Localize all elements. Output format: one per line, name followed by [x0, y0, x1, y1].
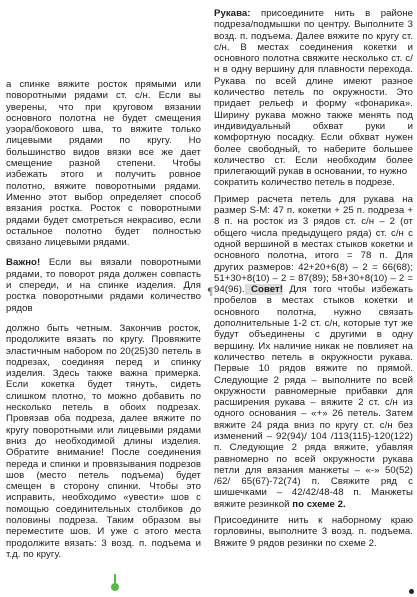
left-paragraph-3 [6, 323, 201, 560]
calculation-paragraph [214, 194, 413, 510]
left-paragraph-1: а спинке вяжите росток прямыми или поворотными рядами ст. с/н. Если вы уверены, что при круговом вязании основного полотна не будет смещения узора/бокового шва, то вяжите только лицевыми рядами по кругу. Но большинство видов вязки все же дает смещение разной степени. Чтобы избежать этого и получить ровное полотно, вяжите поворотными рядами. Именно этот выбор определяет способ вязания ростка. Росток с поворотными рядами будет смотреться некрасиво, если остальное полотно будет полностью связано лицевыми рядами. [6, 79, 201, 249]
neckline-paragraph: Присоедините нить к наборному краю горловины, выполните 3 возд. п. подъема. Вяжите 9 рядов резинки по схеме 2. [214, 515, 413, 549]
left-paragraph-2 [6, 257, 201, 313]
cursor-marker-icon[interactable] [111, 583, 119, 591]
left-paragraph-3-tail: 3 возд. п. подъема и т.д. по кругу. [6, 537, 201, 560]
scheme-reference: по схеме 2. [292, 498, 346, 510]
calculation-text: Пример расчета петель для рукава на размер S-M: 47 п. кокетки + 25 п. подреза + 8 п. на росток из 3 рядов ст. с/н – 2 (от общего числа предыдущего ряда) ст. с/н с одной вершиной в местах стыков кокетки и основного полотна, итого = 78 п. Для других размеров: 42+20+6(8) – 2 = 66(68); 51+30+8(10) – 2 = 87(89); 58+30+8(10) – 2 = 94(96). [214, 193, 413, 296]
left-column [6, 79, 201, 595]
important-label: Важно! [6, 257, 41, 269]
advice-label: Совет! [244, 284, 284, 296]
advice-text: Для того чтобы избежать пробелов в местах стыков кокетки и основного полотна, нужно связать дополнительные 1-2 ст. с/н, которые тут же будут объединены с другими в одну вершину. Их наличие никак не повлияет на количество петель в окружности рукава. Первые 10 рядов вяжите по прямой. Следующие 2 ряда – выполните по всей окружности равномерные прибавки для расширения рукава – вяжите 2 ст. с/н из одного основания – «+» 26 петель. Затем вяжите 24 ряда вниз по кругу ст. с/н без изменений – 92(94)/ 104 /113(115)-120(122) п. Следующие 2 ряда вяжите, убавляя равномерно по всей окружности рукава петли для вязания манжеты – «-» 50(52) /62/ 65(67)-72(74) п. Свяжите ряд с шишечками – 42/42/48-48 п. Манжеты вяжите резинкой [214, 284, 413, 510]
left-paragraph-2-text: Если вы вязали поворотными рядами, то поворот ряда должен совпасть и спереди, и на спинке изделия. Для ростка поворотными рядами количество рядов [6, 257, 201, 314]
right-column [214, 8, 413, 595]
sleeves-paragraph-end: сократить количество петель в подрезе. [214, 177, 395, 189]
sleeves-text: присоедините нить в районе подреза/подмышки по центру. Выполните 3 возд. п. подъема. Далее вяжите по кругу ст. с/н. В местах соединения кокетки и основного полотна свяжите несколько ст. с/н в одну вершину для плавности перехода. Рукава по всей длине имеют разное количество петель по окружности. Это придает рельеф и форму «фонарика». Ширину рукава можно также менять под индивидуальный обхват руки и комфортную посадку. Если обхват нужен более свободный, то наберите большее количество ст. Если необходим более прилегающий рукав в основании, то нужно [214, 8, 413, 178]
pilcrow-mark: ¶ [207, 287, 214, 298]
left-paragraph-3-text: должно быть четным. Закончив росток, продолжите вязать по кругу. Провяжите эластичным набором по 20(25)30 петель в подрезах, соединяя перед и спинку изделия. Здесь также важна примерка. Если кокетка будет тянуть, сидеть слишком плотно, то можно добавить по несколько петель в обоих подрезах. Провязав оба подреза, далее вяжите по кругу поворотными или лицевыми рядами вниз до необходимой длины изделия. Обратите внимание! После соединения переда и спинки и провязывания подрезов шов (место петель подъема) будет смещен в сторону спинки. Чтобы это исправить, необходимо «увести» шов с помощью соединительных столбиков до половины подреза. Таким образом вы переместите шов. И уже с этого места продолжите вязать: [6, 322, 201, 549]
sleeves-paragraph [214, 8, 413, 177]
sleeves-heading: Рукава: [214, 8, 251, 19]
dot-marker-icon [409, 589, 414, 594]
